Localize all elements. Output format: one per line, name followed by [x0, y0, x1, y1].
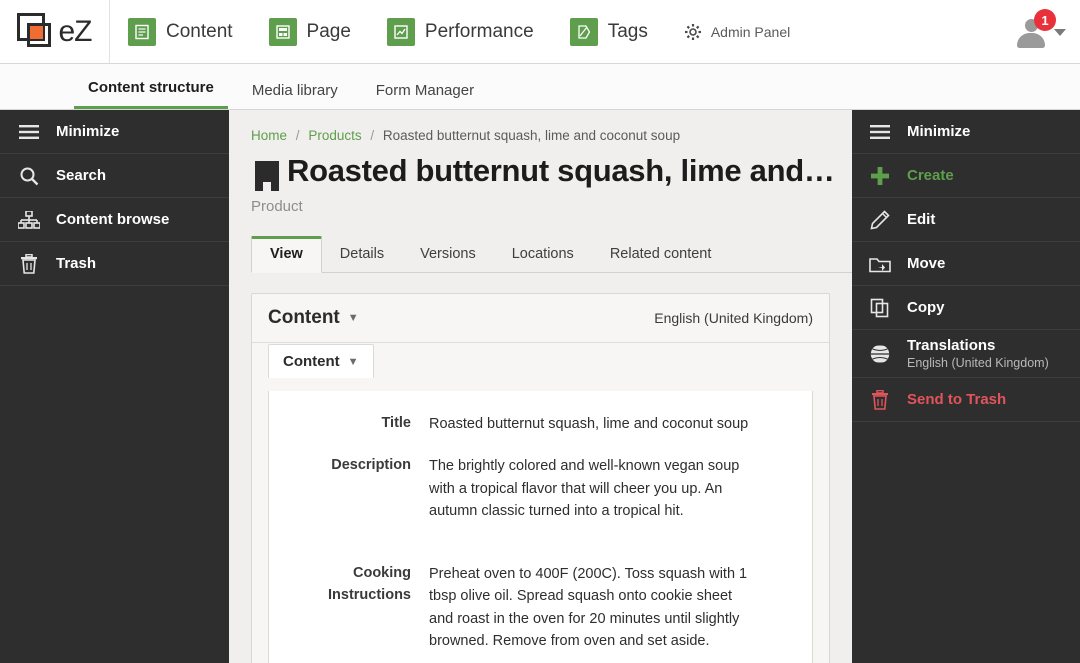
content-fields-panel: [268, 391, 813, 663]
logo-text: eZ: [58, 14, 92, 48]
action-edit[interactable]: [852, 198, 1080, 242]
action-send-to-trash[interactable]: [852, 378, 1080, 422]
field-label: Title: [381, 415, 411, 431]
nav-tab-label: Page: [306, 20, 351, 42]
main-content: [229, 110, 852, 663]
chevron-down-icon[interactable]: ▼: [347, 312, 359, 324]
sidebar-item-label: Trash: [56, 255, 97, 272]
page-title: Roasted butternut squash, lime and…: [287, 153, 835, 188]
tab-view[interactable]: View: [251, 236, 322, 273]
sidebar-item-content-browse[interactable]: [0, 198, 229, 242]
chevron-down-icon[interactable]: ▼: [347, 355, 359, 368]
action-label: Minimize: [907, 123, 971, 140]
globe-icon: [868, 343, 892, 365]
action-label: Translations: [907, 337, 996, 354]
page-subtitle: Product: [251, 198, 303, 215]
content-icon: [128, 18, 156, 46]
content-panel: [251, 293, 830, 663]
search-icon: [18, 166, 40, 186]
sidebar-item-label: Search: [56, 167, 107, 184]
action-label: Move: [907, 255, 946, 272]
field-row: [269, 533, 812, 663]
nav-tab-label: Content: [166, 20, 233, 42]
breadcrumb-products[interactable]: Products: [308, 128, 362, 143]
action-copy[interactable]: [852, 286, 1080, 330]
chevron-down-icon[interactable]: [1054, 29, 1066, 36]
nav-tab-page[interactable]: [251, 0, 369, 63]
action-label: Create: [907, 167, 954, 184]
logo-icon: [17, 13, 55, 51]
breadcrumb-home[interactable]: Home: [251, 128, 288, 143]
field-label: Cooking Instructions: [328, 564, 411, 603]
field-row: [269, 445, 812, 532]
breadcrumb-separator: /: [295, 128, 300, 143]
content-type-icon: [251, 161, 285, 195]
sub-nav: [0, 64, 1080, 110]
page-header: [229, 151, 852, 195]
content-panel-header: [252, 294, 829, 343]
trash-icon: [868, 390, 892, 410]
content-tabs: [251, 237, 852, 273]
field-value: The brightly colored and well-known vegan soup with a tropical flavor that will cheer you up. An autumn classic turned into a tropical hit.: [429, 458, 740, 520]
gear-icon: [684, 23, 702, 41]
content-panel-title: Content: [268, 307, 340, 328]
inner-tab-label: Content: [283, 353, 340, 370]
sidebar-item-label: Content browse: [56, 211, 170, 228]
action-move[interactable]: [852, 242, 1080, 286]
admin-panel-link[interactable]: [666, 0, 808, 63]
action-sublabel: English (United Kingdom): [907, 356, 1049, 370]
breadcrumb-current: Roasted butternut squash, lime and coconut soup: [382, 128, 681, 143]
body: [0, 110, 1080, 663]
avatar: [1014, 12, 1049, 49]
top-bar: [0, 0, 1080, 64]
content-language: English (United Kingdom): [654, 310, 813, 326]
logo[interactable]: [0, 0, 110, 63]
sidebar-item-minimize[interactable]: [0, 110, 229, 154]
notification-badge: 1: [1034, 9, 1056, 31]
sidebar-item-search[interactable]: [0, 154, 229, 198]
hamburger-icon: [18, 125, 40, 139]
sitemap-icon: [18, 211, 40, 229]
left-sidebar: [0, 110, 229, 663]
breadcrumb-separator: /: [370, 128, 375, 143]
page-icon: [269, 18, 297, 46]
nav-tab-tags[interactable]: [552, 0, 666, 63]
hamburger-icon: [868, 125, 892, 139]
action-label: Copy: [907, 299, 945, 316]
inner-tab-content[interactable]: [268, 344, 374, 378]
subnav-item-media-library[interactable]: Media library: [251, 82, 338, 99]
trash-icon: [18, 254, 40, 274]
right-sidebar: [852, 110, 1080, 663]
sidebar-item-trash[interactable]: [0, 242, 229, 286]
user-menu[interactable]: [1014, 0, 1072, 64]
action-minimize[interactable]: [852, 110, 1080, 154]
nav-tab-label: Performance: [424, 20, 534, 42]
tab-details[interactable]: Details: [339, 246, 385, 262]
nav-tab-content[interactable]: [110, 0, 251, 63]
field-value: Roasted butternut squash, lime and coconut soup: [429, 416, 749, 432]
action-label: Send to Trash: [907, 391, 1007, 408]
tab-locations[interactable]: Locations: [511, 246, 574, 262]
pencil-icon: [868, 210, 892, 230]
nav-tab-performance[interactable]: [369, 0, 552, 63]
field-value: Preheat oven to 400F (200C). Toss squash with 1 tbsp olive oil. Spread squash onto cookie sheet and roast in the oven for 20 minutes until slightly browned. Remove from oven and set aside.: [429, 565, 748, 650]
action-label: Edit: [907, 211, 936, 228]
tab-versions[interactable]: Versions: [420, 246, 476, 262]
breadcrumb: [229, 110, 852, 151]
field-row: [269, 403, 812, 445]
copy-icon: [868, 298, 892, 318]
tags-icon: [570, 18, 598, 46]
main-nav: [110, 0, 666, 63]
performance-icon: [387, 18, 415, 46]
move-icon: [868, 255, 892, 273]
sidebar-item-label: Minimize: [56, 123, 120, 140]
subnav-item-form-manager[interactable]: Form Manager: [375, 82, 475, 99]
field-label: Description: [331, 457, 411, 474]
action-create[interactable]: [852, 154, 1080, 198]
subnav-item-content-structure[interactable]: Content structure: [74, 79, 228, 109]
plus-icon: [868, 166, 892, 186]
admin-panel-label: Admin Panel: [710, 23, 791, 40]
nav-tab-label: Tags: [607, 20, 648, 42]
tab-related-content[interactable]: Related content: [609, 246, 712, 262]
action-translations[interactable]: [852, 330, 1080, 378]
